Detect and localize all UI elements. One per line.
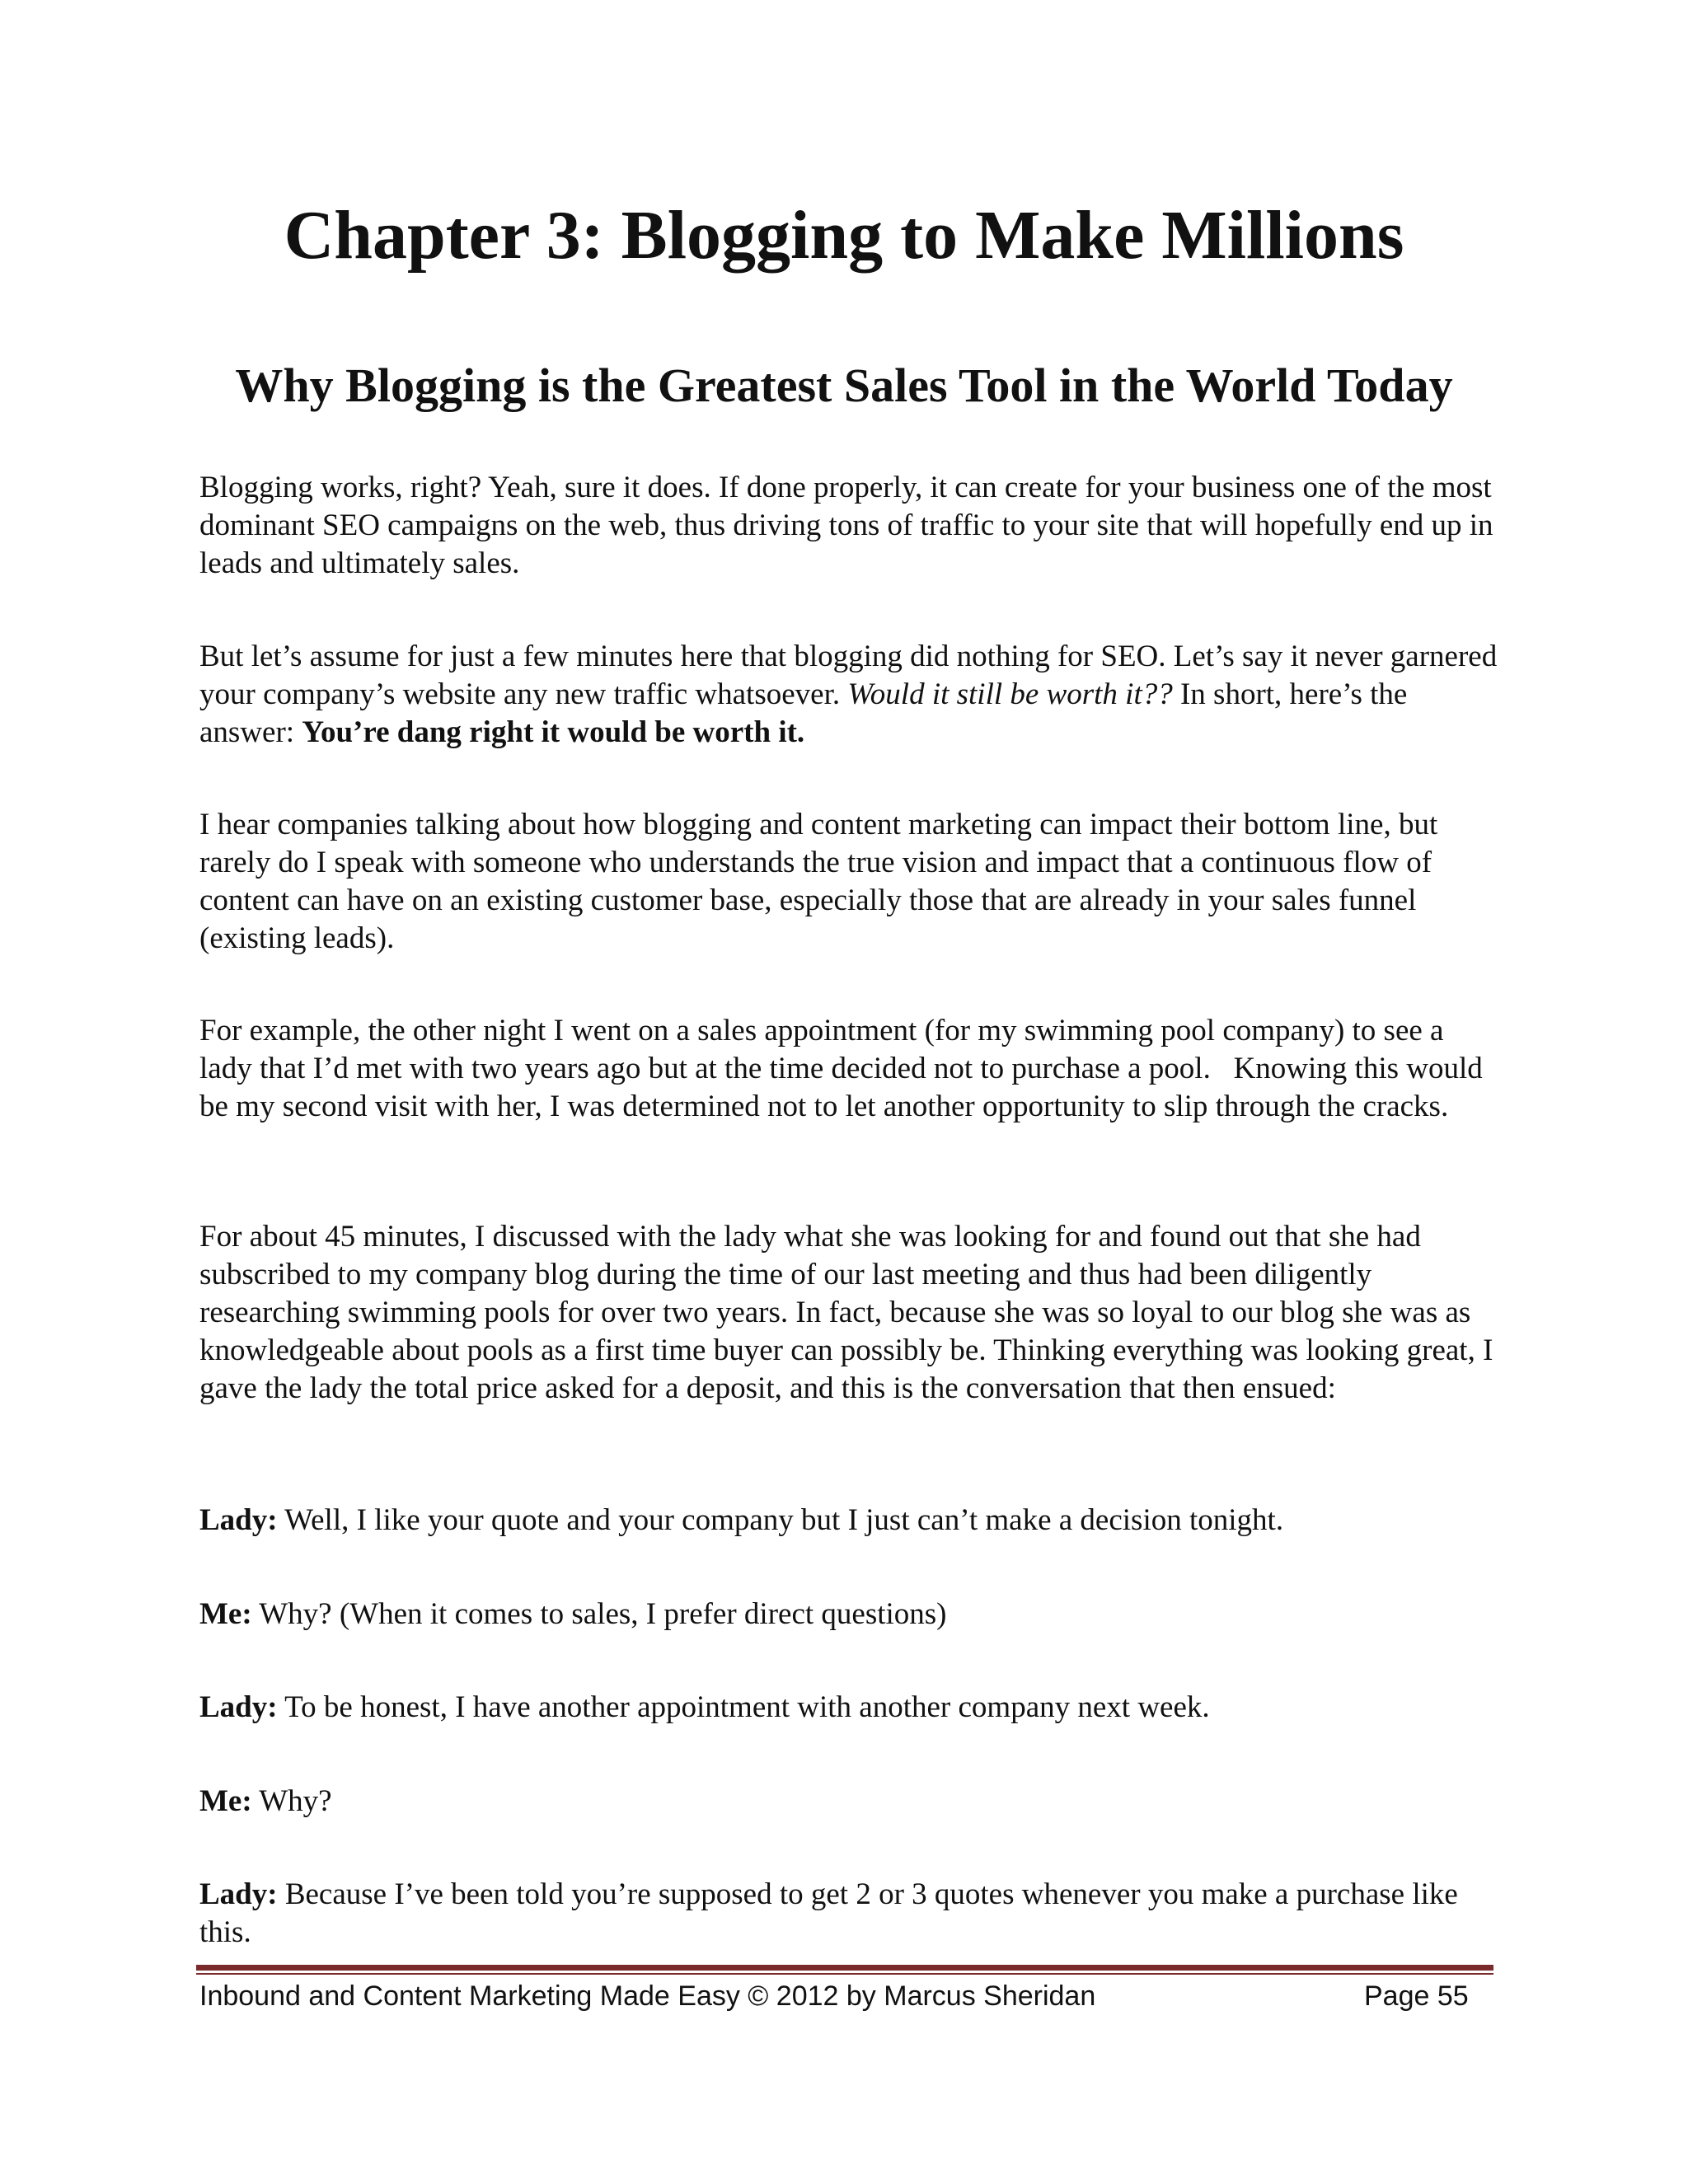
footer-rule	[196, 1965, 1493, 1971]
paragraph-2-bold: You’re dang right it would be worth it.	[302, 715, 805, 749]
paragraph-2-italic: Would it still be worth it??	[847, 677, 1173, 711]
paragraph-1: Blogging works, right? Yeah, sure it does. If done properly, it can create for your business one of the most dominant SEO campaigns on the web, thus driving tons of traffic to your site that will hopefully end up in leads and ultimately sales.	[199, 471, 1493, 580]
paragraph-2	[199, 638, 1502, 752]
paragraph-5: For about 45 minutes, I discussed with the lady what she was looking for and found out that she had subscribed to my company blog during the time of our last meeting and thus had been diligently researching swimming pools for over two years. In fact, because she was so loyal to our blog she was as knowledgeable about pools as a first time buyer can possibly be. Thinking everything was looking great, I gave the lady the total price asked for a deposit, and this is the conversation that then ensued:	[199, 1220, 1493, 1405]
dialogue-text: Because I’ve been told you’re supposed to get 2 or 3 quotes whenever you make a purchase like this.	[199, 1877, 1458, 1949]
section-title: Why Blogging is the Greatest Sales Tool in the World Today	[235, 359, 1453, 412]
dialogue-line	[199, 1689, 1502, 1727]
page-number: Page 55	[1364, 1980, 1469, 2012]
dialogue-speaker: Me:	[199, 1597, 252, 1631]
dialogue-line	[199, 1783, 1502, 1821]
dialogue-line	[199, 1502, 1502, 1540]
dialogue-speaker: Lady:	[199, 1877, 278, 1911]
dialogue-line	[199, 1876, 1502, 1952]
dialogue-line	[199, 1596, 1502, 1633]
paragraph-4: For example, the other night I went on a sales appointment (for my swimming pool company) to see a lady that I’d met with two years ago but at the time decided not to purchase a pool. Knowing this would be my second visit with her, I was determined not to let another opportunity to slip through the cracks.	[199, 1014, 1490, 1123]
chapter-title: Chapter 3: Blogging to Make Millions	[284, 197, 1404, 274]
dialogue-text: To be honest, I have another appointment with another company next week.	[277, 1690, 1210, 1724]
paragraph-2-text-b: In short, here’s the answer:	[199, 677, 1408, 749]
footer-copyright: Inbound and Content Marketing Made Easy © 2012 by Marcus Sheridan	[199, 1980, 1096, 2012]
dialogue-text: Well, I like your quote and your company but I just can’t make a decision tonight.	[277, 1503, 1284, 1537]
dialogue-speaker: Lady:	[199, 1690, 278, 1724]
paragraph-2-text-a: But let’s assume for just a few minutes here that blogging did nothing for SEO. Let’s say it never garnered your company’s website any new traffic whatsoever.	[199, 640, 1498, 711]
dialogue-text: Why?	[251, 1784, 332, 1818]
paragraph-3: I hear companies talking about how blogging and content marketing can impact their bottom line, but rarely do I speak with someone who understands the true vision and impact that a continuous flow of content can have on an existing customer base, especially those that are already in your sales funnel (existing leads).	[199, 808, 1438, 955]
dialogue-speaker: Lady:	[199, 1503, 278, 1537]
footer-rule-thin	[196, 1973, 1493, 1975]
dialogue-text: Why? (When it comes to sales, I prefer direct questions)	[251, 1597, 947, 1631]
dialogue-speaker: Me:	[199, 1784, 252, 1818]
